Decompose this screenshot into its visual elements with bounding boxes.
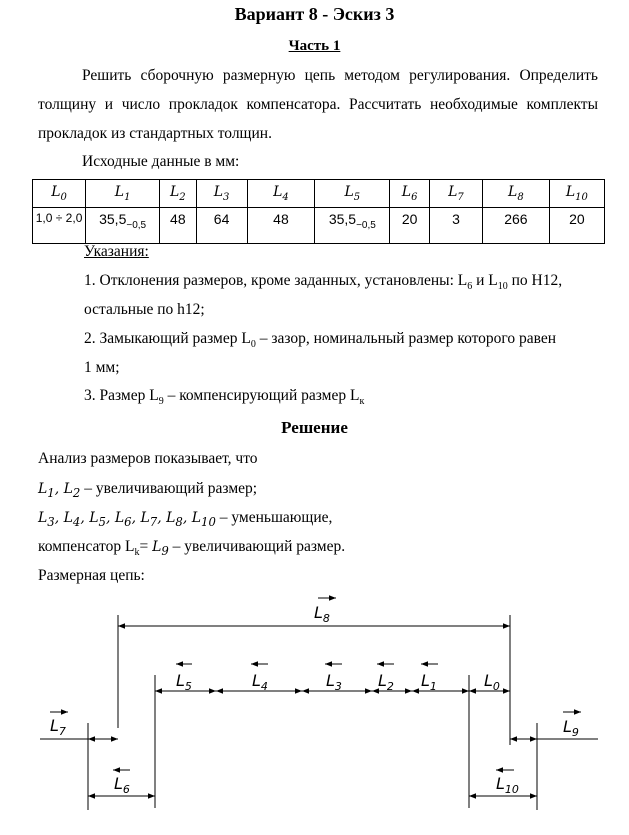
- value-cell: 20: [390, 208, 430, 244]
- part-heading: Часть 1: [288, 38, 341, 54]
- label-l9: $L_9$: [563, 717, 579, 739]
- solution-line: Размерная цепь:: [38, 567, 145, 584]
- value-cell: 20: [549, 208, 604, 244]
- dimension-chain-diagram: [0, 590, 629, 835]
- label-l2: $L_2$: [378, 671, 394, 693]
- note-line: 1 мм;: [84, 359, 120, 376]
- solution-line: Анализ размеров показывает, что: [38, 450, 258, 467]
- header-cell: $L_5$: [315, 180, 390, 208]
- value-cell: 1,0 ÷ 2,0: [33, 208, 86, 244]
- value-cell: $35,5_{-0,5}$: [315, 208, 390, 244]
- header-cell: $L_8$: [483, 180, 550, 208]
- header-cell: $L_6$: [390, 180, 430, 208]
- task-text: Решить сборочную размерную цепь методом регулирования. Определить толщину и число прокладок компенсатора. Рассчитать необходимые комплекты прокладок из стандартных толщин.: [38, 67, 598, 142]
- label-l1: $L_1$: [421, 671, 437, 693]
- solution-heading: Решение: [281, 418, 348, 437]
- value-cell: 266: [483, 208, 550, 244]
- solution-line: $L_3$, $L_4$, $L_5$, $L_6$, $L_7$, $L_8$, $L_{10}$ – уменьшающие,: [38, 509, 333, 529]
- notes-title: Указания:: [84, 243, 149, 260]
- header-cell: $L_0$: [33, 180, 86, 208]
- note-line: 2. Замыкающий размер $L_0$ – зазор, номинальный размер которого равен: [84, 330, 557, 351]
- task-paragraph: [38, 61, 598, 148]
- note-line: 3. Размер $L_9$ – компенсирующий размер $L_к$: [84, 387, 365, 408]
- header-cell: $L_4$: [247, 180, 315, 208]
- label-l8: $L_8$: [314, 603, 330, 625]
- note-line: остальные по h12;: [84, 301, 205, 318]
- value-cell: $35,5_{-0,5}$: [86, 208, 160, 244]
- label-l5: $L_5$: [176, 671, 192, 693]
- label-l4: $L_4$: [252, 671, 268, 693]
- label-l6: $L_6$: [114, 774, 130, 796]
- solution-line: компенсатор $L_k= L_9$ – увеличивающий размер.: [38, 538, 346, 559]
- value-cell: 3: [429, 208, 482, 244]
- page-title: Вариант 8 - Эскиз 3: [234, 4, 395, 24]
- label-l10: $L_{10}$: [496, 774, 519, 796]
- input-data-table: [32, 179, 605, 244]
- input-label-text: Исходные данные в мм:: [82, 153, 240, 170]
- table-header-row: [33, 180, 605, 208]
- label-l3: $L_3$: [326, 671, 342, 693]
- label-l0: $L_0$: [484, 671, 500, 693]
- header-cell: $L_2$: [160, 180, 196, 208]
- table-value-row: [33, 208, 605, 244]
- value-cell: 48: [160, 208, 196, 244]
- header-cell: $L_1$: [86, 180, 160, 208]
- solution-line: $L_1$, $L_2$ – увеличивающий размер;: [38, 480, 258, 500]
- header-cell: $L_3$: [196, 180, 247, 208]
- header-cell: $L_{10}$: [549, 180, 604, 208]
- input-label: [38, 147, 598, 176]
- header-cell: $L_7$: [429, 180, 482, 208]
- note-line: 1. Отклонения размеров, кроме заданных, установлены: $L_6$ и $L_{10}$ по H12,: [84, 272, 563, 293]
- value-cell: 64: [196, 208, 247, 244]
- value-cell: 48: [247, 208, 315, 244]
- label-l7: $L_7$: [50, 716, 66, 738]
